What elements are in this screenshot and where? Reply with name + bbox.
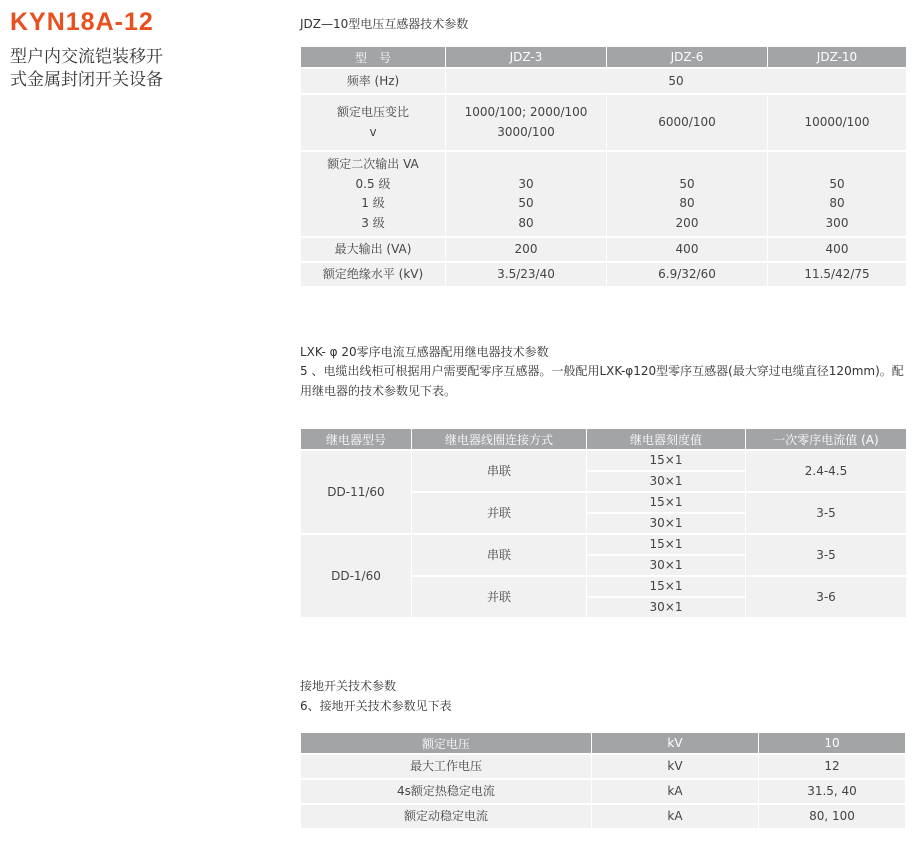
table-row [301,263,906,286]
max-output-jdz6: 400 [607,238,767,261]
voltage-ratio-jdz10: 10000/100 [768,95,906,150]
table-row [301,238,906,261]
table-row [301,451,906,470]
voltage-ratio-label-line-2: v [369,124,377,139]
table-header-row [301,47,906,67]
zero-seq-current-cell: 3-6 [746,577,906,617]
value-cell: 12 [759,755,905,778]
col-header-relay-model: 继电器型号 [301,429,411,449]
scale-value-cell: 15×1 [587,493,745,512]
scale-value-cell: 30×1 [587,556,745,575]
scale-value-cell: 30×1 [587,472,745,491]
coil-connection-cell: 并联 [412,493,586,533]
table-row [301,805,905,828]
row-label-secondary-output [301,152,445,236]
class-0-5-label: 0.5 级 [355,176,391,191]
voltage-ratio-jdz6: 6000/100 [607,95,767,150]
row-label-insulation-level: 额定绝缘水平 (kV) [301,263,445,286]
coil-connection-cell: 并联 [412,577,586,617]
secondary-output-value: 80 [829,196,845,210]
relay-model-cell: DD-11/60 [301,451,411,533]
product-subtitle-line-2: 式金属封闭开关设备 [10,70,163,90]
unit-cell: kV [592,755,758,778]
param-name-cell: 最大工作电压 [301,755,591,778]
table-header-row [301,429,906,449]
zero-seq-current-cell: 3-5 [746,535,906,575]
row-label-max-output: 最大输出 (VA) [301,238,445,261]
voltage-ratio-jdz3 [446,95,606,150]
max-output-jdz10: 400 [768,238,906,261]
secondary-output-value: 80 [679,196,695,210]
relay-model-cell: DD-1/60 [301,535,411,617]
voltage-ratio-jdz3-line-2: 3000/100 [497,124,555,139]
voltage-ratio-label-line-1: 额定电压变比 [336,105,409,119]
table-row [301,780,905,803]
earth-section-paragraph: 6、接地开关技术参数见下表 [300,699,452,713]
table-row [301,69,906,93]
jdz-spec-table [300,45,907,288]
secondary-output-jdz3 [446,152,606,236]
secondary-output-value: 300 [825,215,849,230]
table-header-row [301,733,905,753]
param-name-cell: 4s额定热稳定电流 [301,780,591,803]
secondary-output-value: 200 [675,215,699,230]
secondary-output-label: 额定二次输出 VA [327,157,419,171]
value-cell: 31.5, 40 [759,780,905,803]
product-subtitle-line-1: 型户内交流铠装移开 [10,47,163,67]
value-cell: 80, 100 [759,805,905,828]
earth-section-title: 接地开关技术参数 [300,679,397,693]
col-header-rated-voltage: 额定电压 [301,733,591,753]
scale-value-cell: 15×1 [587,451,745,470]
zero-seq-current-cell: 3-5 [746,493,906,533]
col-header-jdz10: JDZ-10 [768,47,906,67]
relay-section-paragraph: 5 、电缆出线柜可根据用户需要配零序互感器。一般配用LXK-φ120型零序互感器(最大穿过电缆直径120mm)。配用继电器的技术参数见下表。 [300,364,904,398]
max-output-jdz3: 200 [446,238,606,261]
earth-switch-table [300,731,906,830]
secondary-output-value: 80 [518,215,534,230]
table-row [301,95,906,150]
secondary-output-value: 30 [518,176,534,191]
scale-value-cell: 30×1 [587,598,745,617]
unit-cell: kA [592,780,758,803]
table-row [301,535,906,554]
col-header-coil-connection: 继电器线圈连接方式 [412,429,586,449]
col-header-value: 10 [759,733,905,753]
product-model-title: KYN18A-12 [10,8,154,36]
secondary-output-value: 50 [518,196,534,210]
col-header-jdz6: JDZ-6 [607,47,767,67]
insulation-jdz3: 3.5/23/40 [446,263,606,286]
col-header-scale-value: 继电器刻度值 [587,429,745,449]
param-name-cell: 额定动稳定电流 [301,805,591,828]
coil-connection-cell: 串联 [412,451,586,491]
scale-value-cell: 30×1 [587,514,745,533]
relay-spec-table [300,427,907,619]
secondary-output-jdz10 [768,152,906,236]
unit-cell: kA [592,805,758,828]
zero-seq-current-cell: 2.4-4.5 [746,451,906,491]
row-label-voltage-ratio [301,95,445,150]
scale-value-cell: 15×1 [587,577,745,596]
col-header-model: 型 号 [301,47,445,67]
secondary-output-value: 50 [829,176,845,191]
voltage-ratio-jdz3-line-1: 1000/100; 2000/100 [464,105,588,119]
col-header-jdz3: JDZ-3 [446,47,606,67]
col-header-zero-seq-current: 一次零序电流值 (A) [746,429,906,449]
row-label-frequency: 频率 (Hz) [301,69,445,93]
table-row [301,152,906,236]
col-header-unit: kV [592,733,758,753]
relay-section-title: LXK- φ 20零序电流互感器配用继电器技术参数 [300,345,549,359]
class-1-label: 1 级 [361,196,385,210]
secondary-output-jdz6 [607,152,767,236]
class-3-label: 3 级 [361,215,385,230]
coil-connection-cell: 串联 [412,535,586,575]
scale-value-cell: 15×1 [587,535,745,554]
secondary-output-value: 50 [679,176,695,191]
insulation-jdz10: 11.5/42/75 [768,263,906,286]
table-row [301,755,905,778]
frequency-value: 50 [446,69,906,93]
jdz-section-title: JDZ—10型电压互感器技术参数 [300,17,469,31]
product-subtitle [10,46,210,92]
insulation-jdz6: 6.9/32/60 [607,263,767,286]
